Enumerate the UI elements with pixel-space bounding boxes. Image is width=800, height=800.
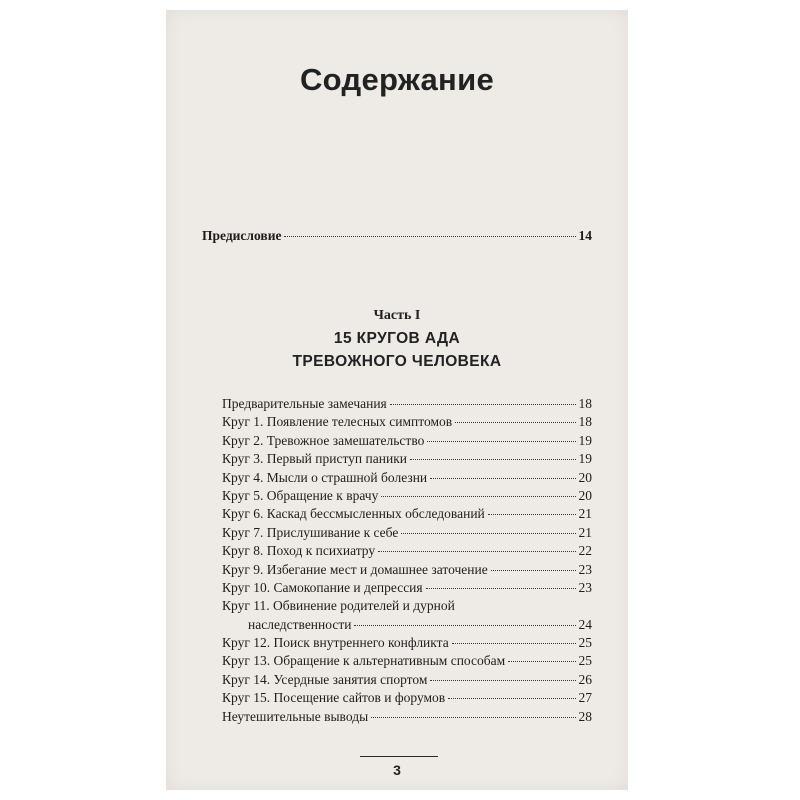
toc-entry — [222, 689, 592, 707]
toc-entry — [222, 413, 592, 431]
toc-entry-page: 21 — [578, 524, 592, 540]
part-title-line2: ТРЕВОЖНОГО ЧЕЛОВЕКА — [292, 353, 502, 370]
toc-entry-page: 21 — [578, 506, 592, 522]
dot-leader — [371, 717, 575, 718]
toc-entry-label: Предварительные замечания — [222, 396, 387, 411]
toc-entry-label: Круг 2. Тревожное замешательство — [222, 432, 425, 448]
toc-entry-label: Круг 15. Посещение сайтов и форумов — [222, 690, 446, 706]
page-title: Содержание — [300, 62, 494, 97]
toc-entry-label: Круг 1. Появление телесных симптомов — [222, 414, 453, 430]
dot-leader — [427, 441, 575, 442]
dot-leader — [354, 625, 575, 626]
part-title-line1: 15 КРУГОВ АДА — [333, 330, 461, 347]
toc-entry — [222, 505, 592, 523]
toc-entry-page: 19 — [578, 432, 592, 448]
toc-entry-label: Предисловие — [202, 228, 282, 243]
toc-entry-label: Круг 12. Поиск внутреннего конфликта — [222, 635, 449, 651]
toc-entry-page: 27 — [578, 690, 592, 706]
toc-entry-page: 20 — [578, 469, 592, 485]
toc-entry — [222, 524, 592, 542]
toc-entry-label: Круг 13. Обращение к альтернативным способам — [222, 653, 506, 669]
toc-entry-preface — [202, 228, 592, 244]
toc-entry-label: Круг 7. Прислушивание к себе — [222, 524, 399, 540]
toc-entry-page: 25 — [578, 635, 592, 651]
dot-leader — [448, 698, 575, 699]
dot-leader — [284, 236, 575, 237]
toc-entry — [222, 395, 592, 413]
toc-entry — [222, 561, 592, 579]
dot-leader — [390, 404, 576, 405]
dot-leader — [508, 661, 575, 662]
toc-entry-page: 19 — [578, 451, 592, 467]
toc-entry-page: 20 — [578, 487, 592, 503]
toc-entry — [222, 579, 592, 597]
dot-leader — [381, 496, 575, 497]
toc-entry-page: 28 — [578, 708, 592, 724]
toc-entry-page: 24 — [578, 616, 592, 632]
toc-entry-page: 14 — [578, 228, 592, 243]
toc-entry-label: Круг 5. Обращение к врачу — [222, 487, 379, 503]
dot-leader — [488, 514, 576, 515]
toc-entry-label: Круг 9. Избегание мест и домашнее заточение — [222, 561, 488, 577]
dot-leader — [410, 459, 576, 460]
toc-entry-label: Круг 14. Усердные занятия спортом — [222, 671, 428, 687]
toc-entry — [222, 652, 592, 670]
toc-entry-page: 25 — [578, 653, 592, 669]
toc-entry — [222, 671, 592, 689]
toc-entry — [222, 542, 592, 560]
toc-entry-page: 23 — [578, 561, 592, 577]
dot-leader — [426, 588, 576, 589]
dot-leader — [401, 533, 575, 534]
dot-leader — [491, 570, 576, 571]
toc-entry — [222, 597, 592, 634]
toc-entry-label: Круг 8. Поход к психиатру — [222, 543, 376, 559]
toc-entry-label: Круг 11. Обвинение родителей и дурной — [222, 598, 455, 614]
dot-leader — [452, 643, 576, 644]
page-number: 3 — [393, 762, 401, 778]
dot-leader — [378, 551, 575, 552]
toc-entry-label-continued: наследственности — [248, 616, 352, 632]
toc-entry-page: 18 — [578, 414, 592, 430]
toc-entry-page: 22 — [578, 543, 592, 559]
book-page — [166, 10, 628, 790]
dot-leader — [430, 478, 575, 479]
toc-entry — [222, 487, 592, 505]
part-number: Часть I — [373, 308, 421, 323]
toc-list — [222, 395, 592, 726]
dot-leader — [455, 422, 575, 423]
toc-entry — [222, 708, 592, 726]
toc-entry — [222, 432, 592, 450]
toc-entry-label: Круг 10. Самокопание и депрессия — [222, 579, 423, 595]
toc-entry-label: Круг 3. Первый приступ паники — [222, 451, 407, 467]
footer-divider — [360, 756, 438, 757]
toc-entry — [222, 450, 592, 468]
toc-entry — [222, 469, 592, 487]
toc-entry-page: 23 — [578, 579, 592, 595]
toc-entry — [222, 634, 592, 652]
toc-entry-page: 18 — [578, 396, 592, 411]
toc-entry-page: 26 — [578, 671, 592, 687]
toc-entry-label: Неутешительные выводы — [222, 708, 369, 724]
dot-leader — [430, 680, 575, 681]
toc-entry-label: Круг 6. Каскад бессмысленных обследований — [222, 506, 485, 522]
toc-entry-label: Круг 4. Мысли о страшной болезни — [222, 469, 428, 485]
